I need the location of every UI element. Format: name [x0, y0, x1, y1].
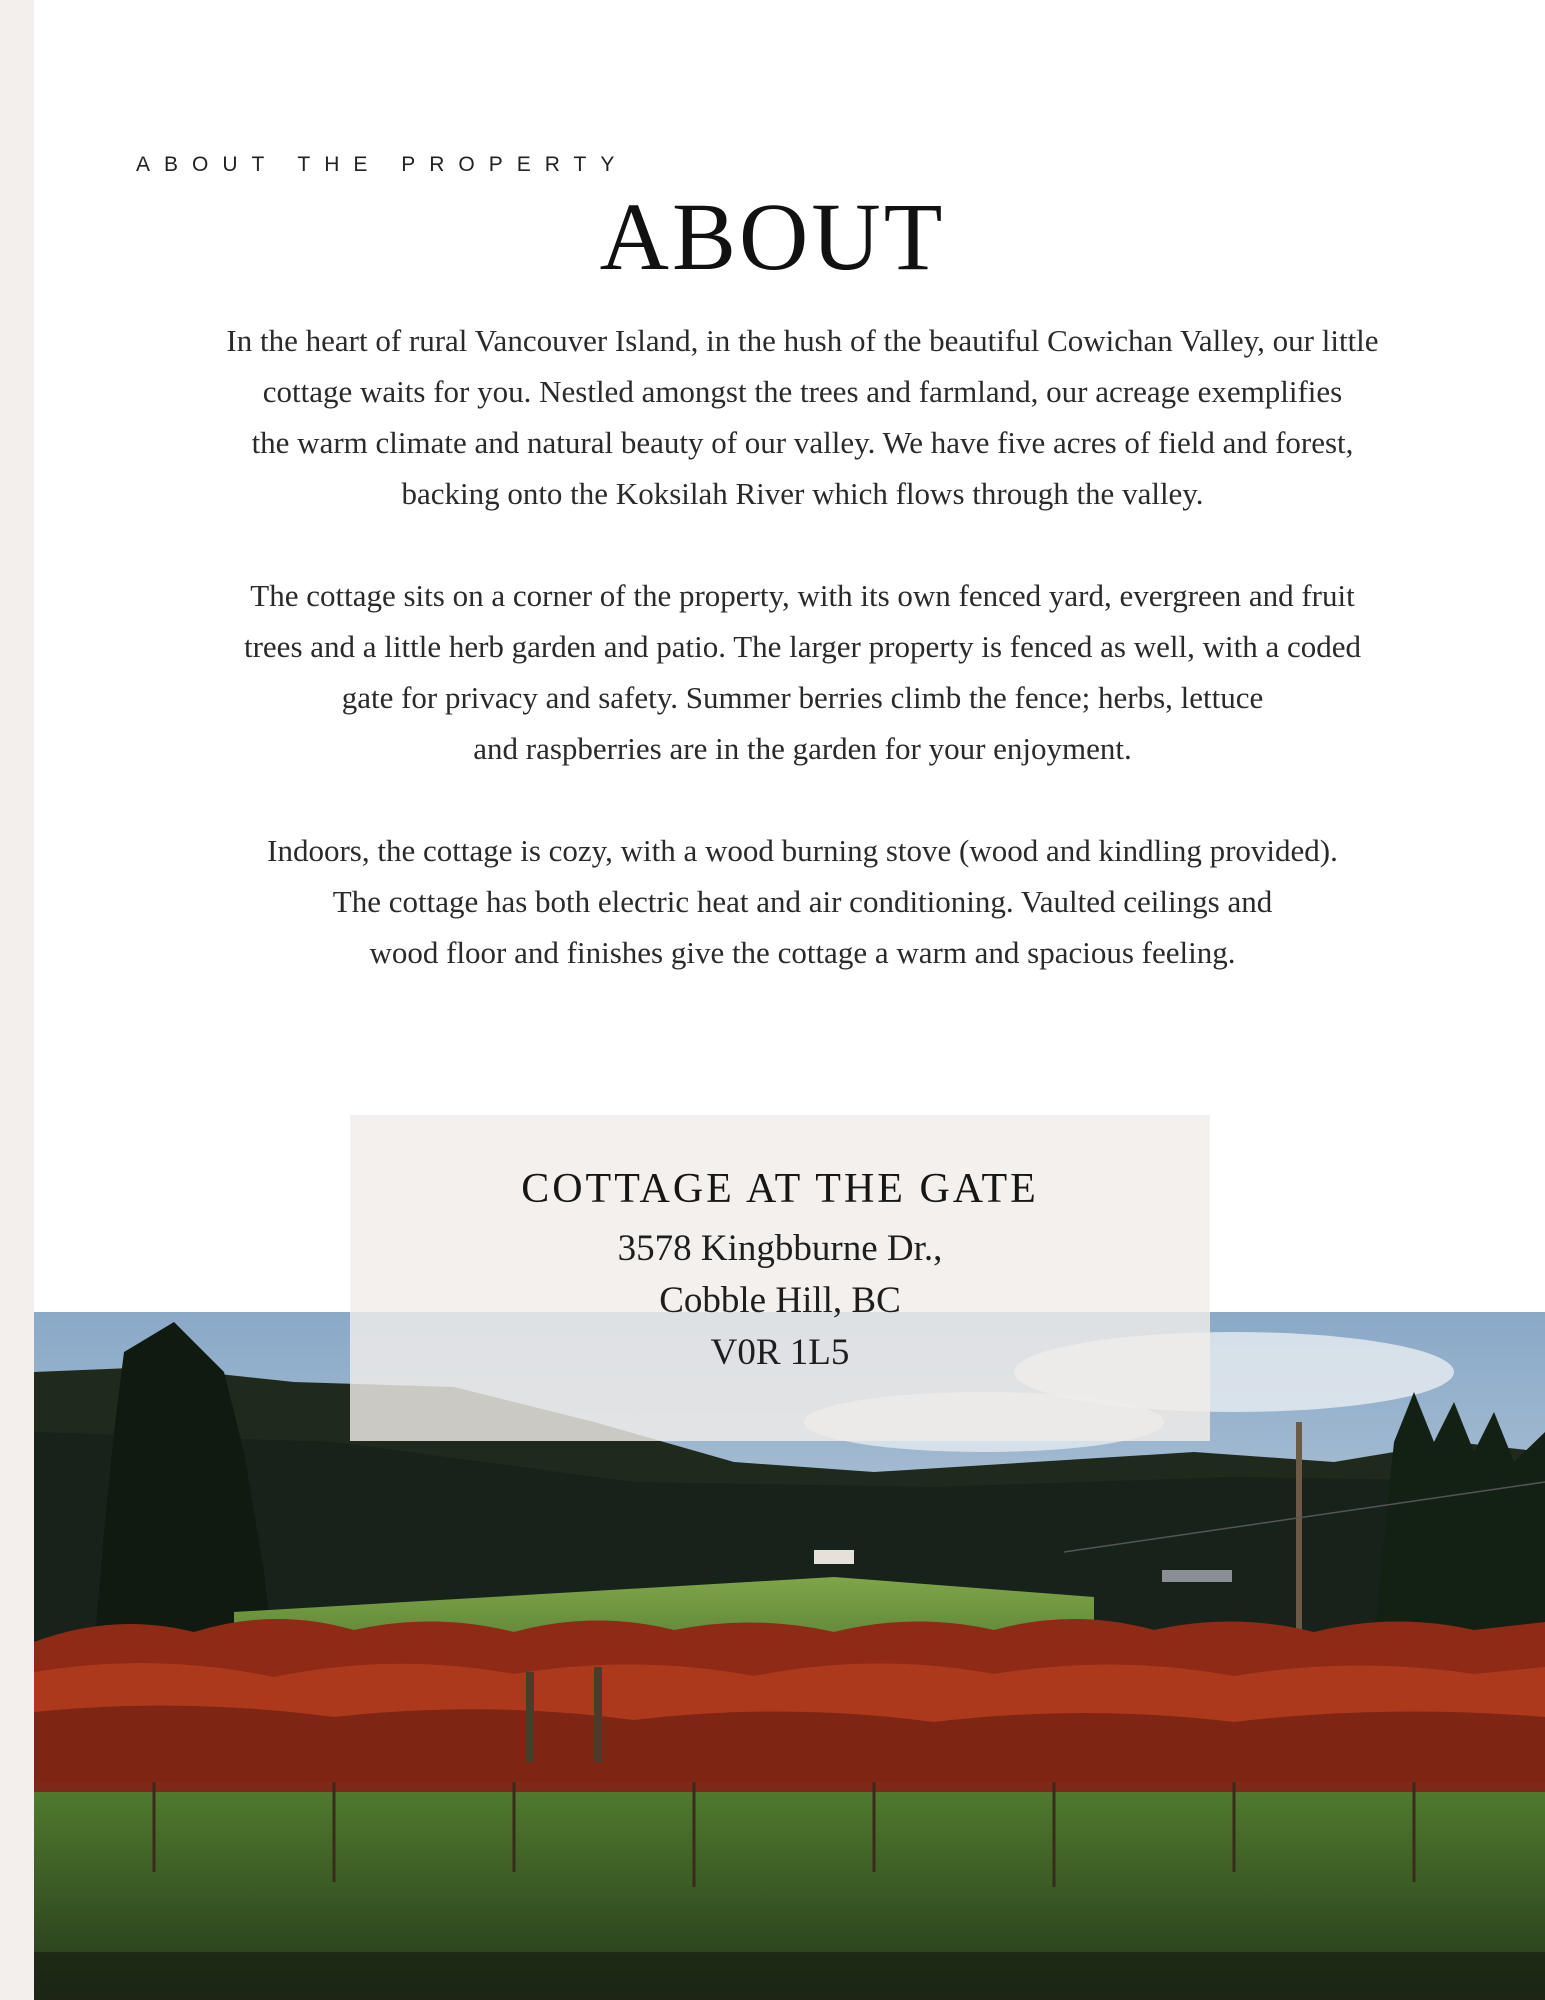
- text-line: wood floor and finishes give the cottage a warm and spacious feeling.: [369, 935, 1236, 970]
- paragraph-location: [60, 315, 1545, 519]
- address-postal: V0R 1L5: [710, 1332, 850, 1373]
- paragraph-yard: [60, 570, 1545, 774]
- text-line: In the heart of rural Vancouver Island, in the hush of the beautiful Cowichan Valley, our little: [226, 323, 1379, 358]
- text-line: The cottage sits on a corner of the property, with its own fenced yard, evergreen and fruit: [250, 578, 1355, 613]
- text-line: and raspberries are in the garden for your enjoyment.: [473, 731, 1132, 766]
- left-margin-strip: [0, 0, 34, 2000]
- text-line: cottage waits for you. Nestled amongst the trees and farmland, our acreage exemplifies: [262, 374, 1343, 409]
- section-label: ABOUT THE PROPERTY: [136, 153, 629, 176]
- text-line: trees and a little herb garden and patio. The larger property is fenced as well, with a coded: [243, 629, 1361, 664]
- page-title: ABOUT: [599, 183, 946, 290]
- text-line: backing onto the Koksilah River which flows through the valley.: [401, 476, 1204, 511]
- address-city: Cobble Hill, BC: [659, 1280, 901, 1321]
- paragraph-indoors: [60, 825, 1545, 978]
- text-line: Indoors, the cottage is cozy, with a wood burning stove (wood and kindling provided).: [267, 833, 1338, 868]
- text-line: The cottage has both electric heat and air conditioning. Vaulted ceilings and: [332, 884, 1273, 919]
- text-line: gate for privacy and safety. Summer berries climb the fence; herbs, lettuce: [341, 680, 1264, 715]
- text-line: the warm climate and natural beauty of our valley. We have five acres of field and forest,: [251, 425, 1354, 460]
- property-name: COTTAGE AT THE GATE: [521, 1166, 1039, 1212]
- address-street: 3578 Kingbburne Dr.,: [617, 1228, 943, 1269]
- address-card: [350, 1115, 1210, 1441]
